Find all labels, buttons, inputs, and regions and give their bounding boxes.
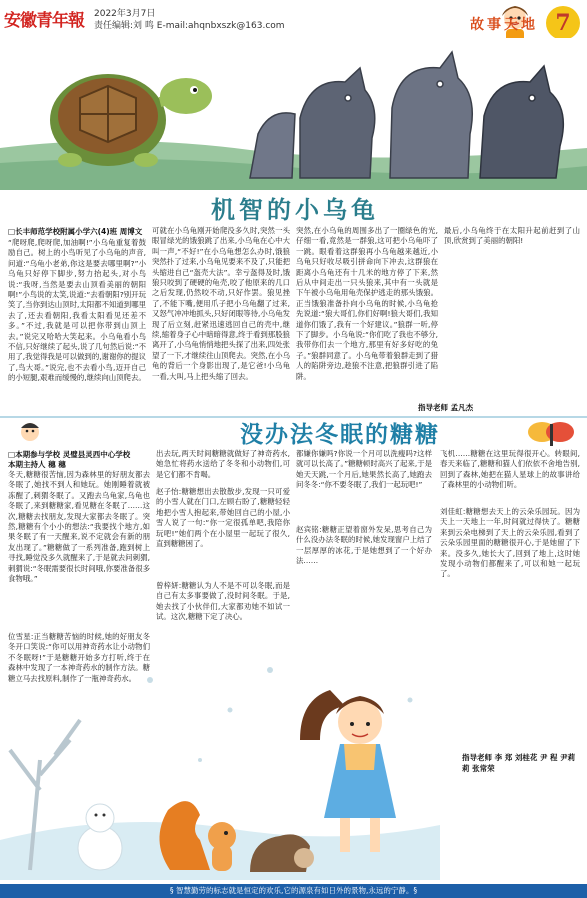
girl-icon xyxy=(300,690,396,852)
story2-school: □本期参与学校 灵璧县灵西中心学校 xyxy=(8,450,131,459)
footer-quote: § 智慧勤劳的标志就是恒定的欢乐,它的源泉有如日外的景物,永远的宁静。§ xyxy=(0,884,587,898)
story2-column-1b: 位雪星:正当糖糖苦恼的时候,她的好朋友冬冬开口笑说:“你可以用神奇药水让小动物们不冬眠呀!”于是糖糖开始多方打听,终于在森林中发现了一本神奇药水的制作方法。糖糖立马去找原料,制作了一瓶神奇药水。 xyxy=(8,632,150,683)
page-number: 7 xyxy=(546,6,580,40)
story1-column-3: 突然,在小乌龟的周围多出了一圈绿色的光,仔细一看,竟然是一群狼,这可把小乌龟吓了一跳。眼看着这群狼再小乌龟越来越近,小乌龟只好收尽吸引拼命向下冲去,这群狼在距离小乌龟还有十几米的地方停了下来,然后从中间走出一只头狼来,其中有一头就是下午被小乌龟用龟壳保护逃走的那头饿狼。正当饿狼准备扑向小乌龟的时候,小乌龟抢先说道:“狼大哥们,你们好啊!狼大哥们,我知道你们饿了,我有一个好建议。”狼群一听,停下了脚步。小乌龟说:“你们吃了我也不够分,我带你们去一个地方,那里有好多好吃的兔子。”狼群同意了。小乌龟带着狼群走到了猎人的陷阱旁边,趁狼不注意,把狼群引进了陷阱。 xyxy=(296,226,438,381)
turtle-wolves-illustration xyxy=(0,38,587,190)
story1-column-1: “爬呀爬,爬呀爬,加油啊!”小乌龟重复着鼓励自己。树上的小鸟听见了小乌龟的声音,问道:“乌龟小老弟,你这是要去哪里啊?”小乌龟只好停下脚步,努力抬起头,对小鸟说:“我呀,当然是要去山顶看美丽的朝阳啊!”小鸟说的太笑,说道:“去看朝阳?别开玩笑了,当你到达山顶时,太阳都不知道到哪里去了,还去看朝阳,我看太阳看见还差不多。”不过,我就是可以把你带到山顶上去。”说完又哈哈大笑起来。小乌龟看小鸟不信,只好继续了起头,说了几句然后说:“不用了,我觉得我是可以做到的,谢谢你的提议了,鸟大哥。”说完,也不去看小鸟,迈开自己的小短腿,艰难而缓慢的,继续向山顶爬去。 xyxy=(8,238,146,383)
character-icon xyxy=(10,418,50,448)
story2-teacher: 指导老师 李 郑 刘桂花 尹 程 尹莉莉 张常荣 xyxy=(462,753,576,773)
editor-line: 责任编辑:刘 鸣 E-mail:ahqnbxszk@163.com xyxy=(94,21,285,31)
snowman-icon xyxy=(78,804,122,870)
story2-column-4a: 飞机……糖糖在这里玩得很开心。转眼间,春天来临了,糖糖和猫人们依依不舍地告别,回到了森林,她把在猫人星球上的故事讲给了森林里的小动物们听。 xyxy=(440,449,580,490)
story1-column-4: 最后,小乌龟终于在太阳升起前赶到了山顶,欣赏到了美丽的朝阳! xyxy=(444,226,580,246)
story1-column-2: 可就在小乌龟刚开始爬没多久时,突然一头眼冒绿光的饿狼跳了出来,小乌龟在心中大叫一声,“不好!”在小乌龟想怎么办时,饿狼突然扑了过来,小乌龟见要来不及了,只能把头缩进自己“盔壳大法”。幸亏盔得及时,饿狼只咬到了硬硬的龟壳,咬了他原来的几口之后发现,仍然咬不动,只好作罢。狼见挫了,不能下嘴,便用爪子把小乌龟翻了过来,又怒气冲冲地抓头,只好闭眼等待,小乌龟发现了后立刻,赶紧迅速逃回自己的壳中,继续,缩着身子心中暗暗得意,终于看到那股狼离开了,小乌龟悄悄地把头探了出来,四处张望了一下,才继续往山顶爬去。突然,在小乌龟的背后一个身影出现了,是它爸!小乌龟一看,大叫,马上把头缩了回去。 xyxy=(152,226,290,381)
story2-column-2c: 曾梓妍:糖糖认为人不是不可以冬眠,而是自己有太多事要做了,没时间冬眠。于是,她去找了小伙伴们,大家都劝她不如试一试。这次,糖糖下定了决心。 xyxy=(156,581,290,622)
story1-teacher: 指导老师 孟凡杰 xyxy=(418,403,474,412)
story2-column-2b: 赵子怡:糖糖想出去散散步,发现一只可爱的小雪人就在门口,左顾右盼了,糖糖轻轻地把小雪人抱起来,带她回自己的小屋,小雪人说了一句:“你一定很孤单吧,我陪你玩吧!”她们两个在小屋里一起玩了很久,直到糖糖困了。 xyxy=(156,487,290,549)
story2-column-2a: 出去玩,两天时间糖糖就做好了神奇药水,她急忙将药水送给了冬冬和小动物们,可是它们都不肯喝。 xyxy=(156,449,290,479)
story2-column-3a: 都嫌你嫌吗?你说一个月可以洗瘦吗?这样就可以长高了。”糖糖顿时高兴了起来,于是她天天跳,一个月后,她果然长高了,她跑去问冬冬:“你不要冬眠了,我们一起玩吧!” xyxy=(296,449,432,490)
issue-date: 2022年3月7日 xyxy=(94,9,156,19)
masthead xyxy=(4,4,84,32)
girl-animals-illustration xyxy=(0,640,440,880)
column-title: 故事天地 xyxy=(470,17,538,33)
story1-byline: □长丰师范学校附属小学六(4)班 周博文 xyxy=(8,227,143,236)
masthead-title: 安徽青年報 xyxy=(4,11,84,31)
story2-title: 没办法冬眠的糖糖 xyxy=(240,422,440,448)
story2-column-1a: 冬天,糖糖很苦恼,因为森林里的好朋友都去冬眠了,她找不到人和她玩。她刚睡着就被冻醒了,刺猬冬眠了。又跑去乌龟家,乌龟也冬眠了,来到糖糖家,看见糖在冬眠了……这次,糖糖去找朋友,发现大家都去冬眠了。突然,糖糖有个小小的想法:“我要找个地方,如果冬眠了有一天醒来,说不定就会有新的朋友出现了。”糖糖做了一系列准备,跑到树上寻找,睡觉没多久就醒来了,于是就去问刺猬,刺猬说:“冬眠需要很长时间哦,你要准备很多食物哦。” xyxy=(8,470,150,584)
story1-title: 机智的小乌龟 xyxy=(211,196,379,224)
story2-column-3b: 赵宾铭:糖糖正望着窗外发呆,思考自己为什么没办法冬眠的时候,她发现窗户上结了一层厚厚的冰花,于是她想到了一个好办法…… xyxy=(296,525,432,566)
story2-column-4b: 刘佳虹:糖糖想去天上的云朵乐园玩。因为天上一天地上一年,时间就过得快了。糖糖来到云朵电梯到了天上的云朵乐园,看到了云朵乐园里面的糖糖很开心,于是她留了下来。没多久,她长大了,回到了地上,这时她发现小动物们都醒来了,可以和她一起玩了。 xyxy=(440,507,580,579)
story2-mentor: 本期主持人 穗 穗 xyxy=(8,460,66,469)
